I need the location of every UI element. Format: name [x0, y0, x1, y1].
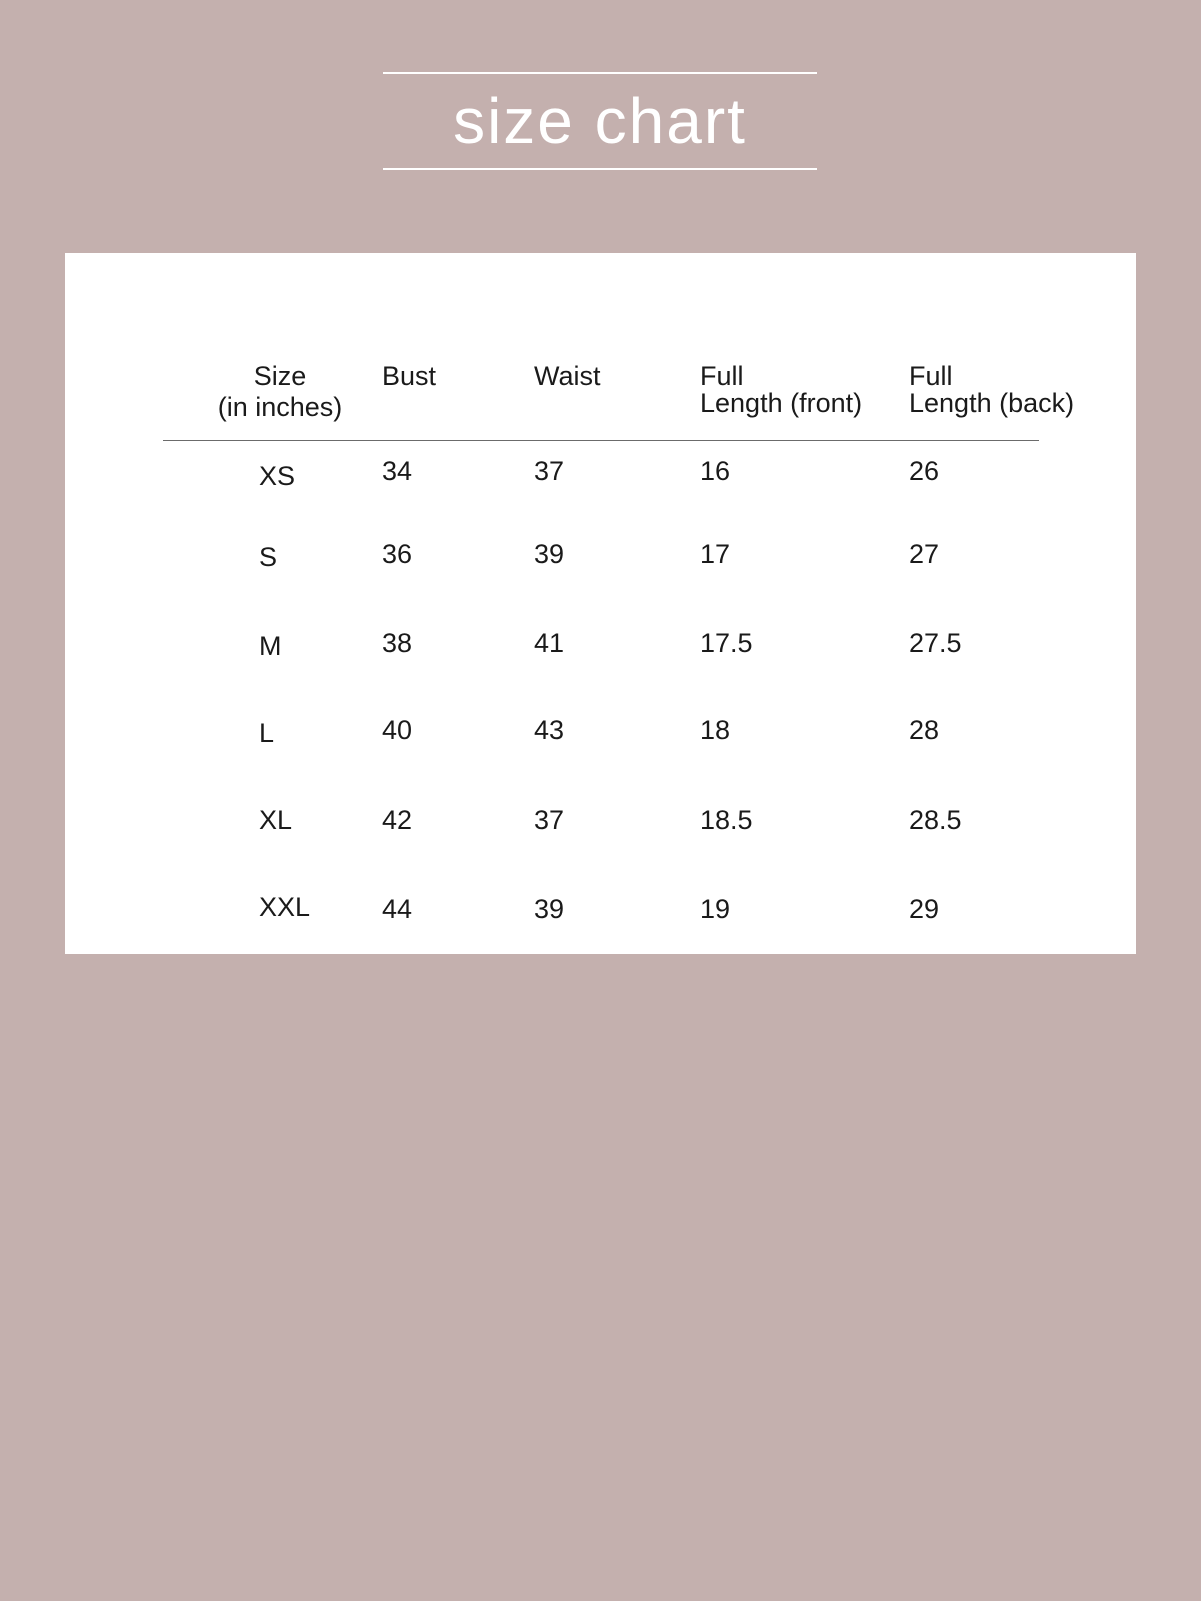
cell-front-length: 18: [700, 715, 731, 745]
title-block: [383, 72, 817, 170]
cell-front-length: 17: [700, 539, 731, 569]
header-bust-label: Bust: [382, 361, 437, 391]
header-waist: [534, 363, 601, 390]
header-divider: [163, 440, 1039, 441]
cell-waist: 43: [534, 715, 565, 745]
cell-size: S: [259, 542, 278, 572]
cell-front-length: 17.5: [700, 628, 753, 658]
cell-bust: 34: [382, 456, 413, 486]
cell-size: XS: [259, 461, 296, 491]
cell-front-length: 18.5: [700, 805, 753, 835]
cell-waist: 37: [534, 805, 565, 835]
size-table-card: [65, 253, 1136, 954]
header-bust: [382, 363, 436, 390]
cell-front-length: 16: [700, 456, 731, 486]
header-size: [210, 363, 350, 421]
cell-bust: 44: [382, 894, 413, 924]
header-back-line-2: Length (back): [909, 388, 1075, 418]
header-front-line-2: Length (front): [700, 388, 863, 418]
header-back-length: [909, 363, 1074, 417]
cell-back-length: 28.5: [909, 805, 962, 835]
header-waist-label: Waist: [534, 361, 601, 391]
cell-back-length: 27: [909, 539, 940, 569]
cell-size: XXL: [259, 892, 311, 922]
header-size-line-2: (in inches): [217, 392, 343, 422]
page-title: size chart: [453, 85, 747, 157]
cell-waist: 41: [534, 628, 565, 658]
cell-bust: 42: [382, 805, 413, 835]
cell-size: M: [259, 631, 282, 661]
title-bottom-rule: [383, 168, 817, 170]
cell-bust: 38: [382, 628, 413, 658]
header-size-line-1: Size: [253, 361, 307, 391]
cell-back-length: 27.5: [909, 628, 962, 658]
cell-waist: 39: [534, 539, 565, 569]
header-front-line-1: Full: [700, 361, 744, 391]
header-back-line-1: Full: [909, 361, 953, 391]
cell-waist: 37: [534, 456, 565, 486]
cell-size: L: [259, 718, 275, 748]
cell-back-length: 26: [909, 456, 940, 486]
cell-back-length: 28: [909, 715, 940, 745]
title-top-rule: [383, 72, 817, 74]
cell-bust: 36: [382, 539, 413, 569]
cell-front-length: 19: [700, 894, 731, 924]
cell-bust: 40: [382, 715, 413, 745]
cell-size: XL: [259, 805, 293, 835]
header-front-length: [700, 363, 862, 417]
cell-back-length: 29: [909, 894, 940, 924]
cell-waist: 39: [534, 894, 565, 924]
